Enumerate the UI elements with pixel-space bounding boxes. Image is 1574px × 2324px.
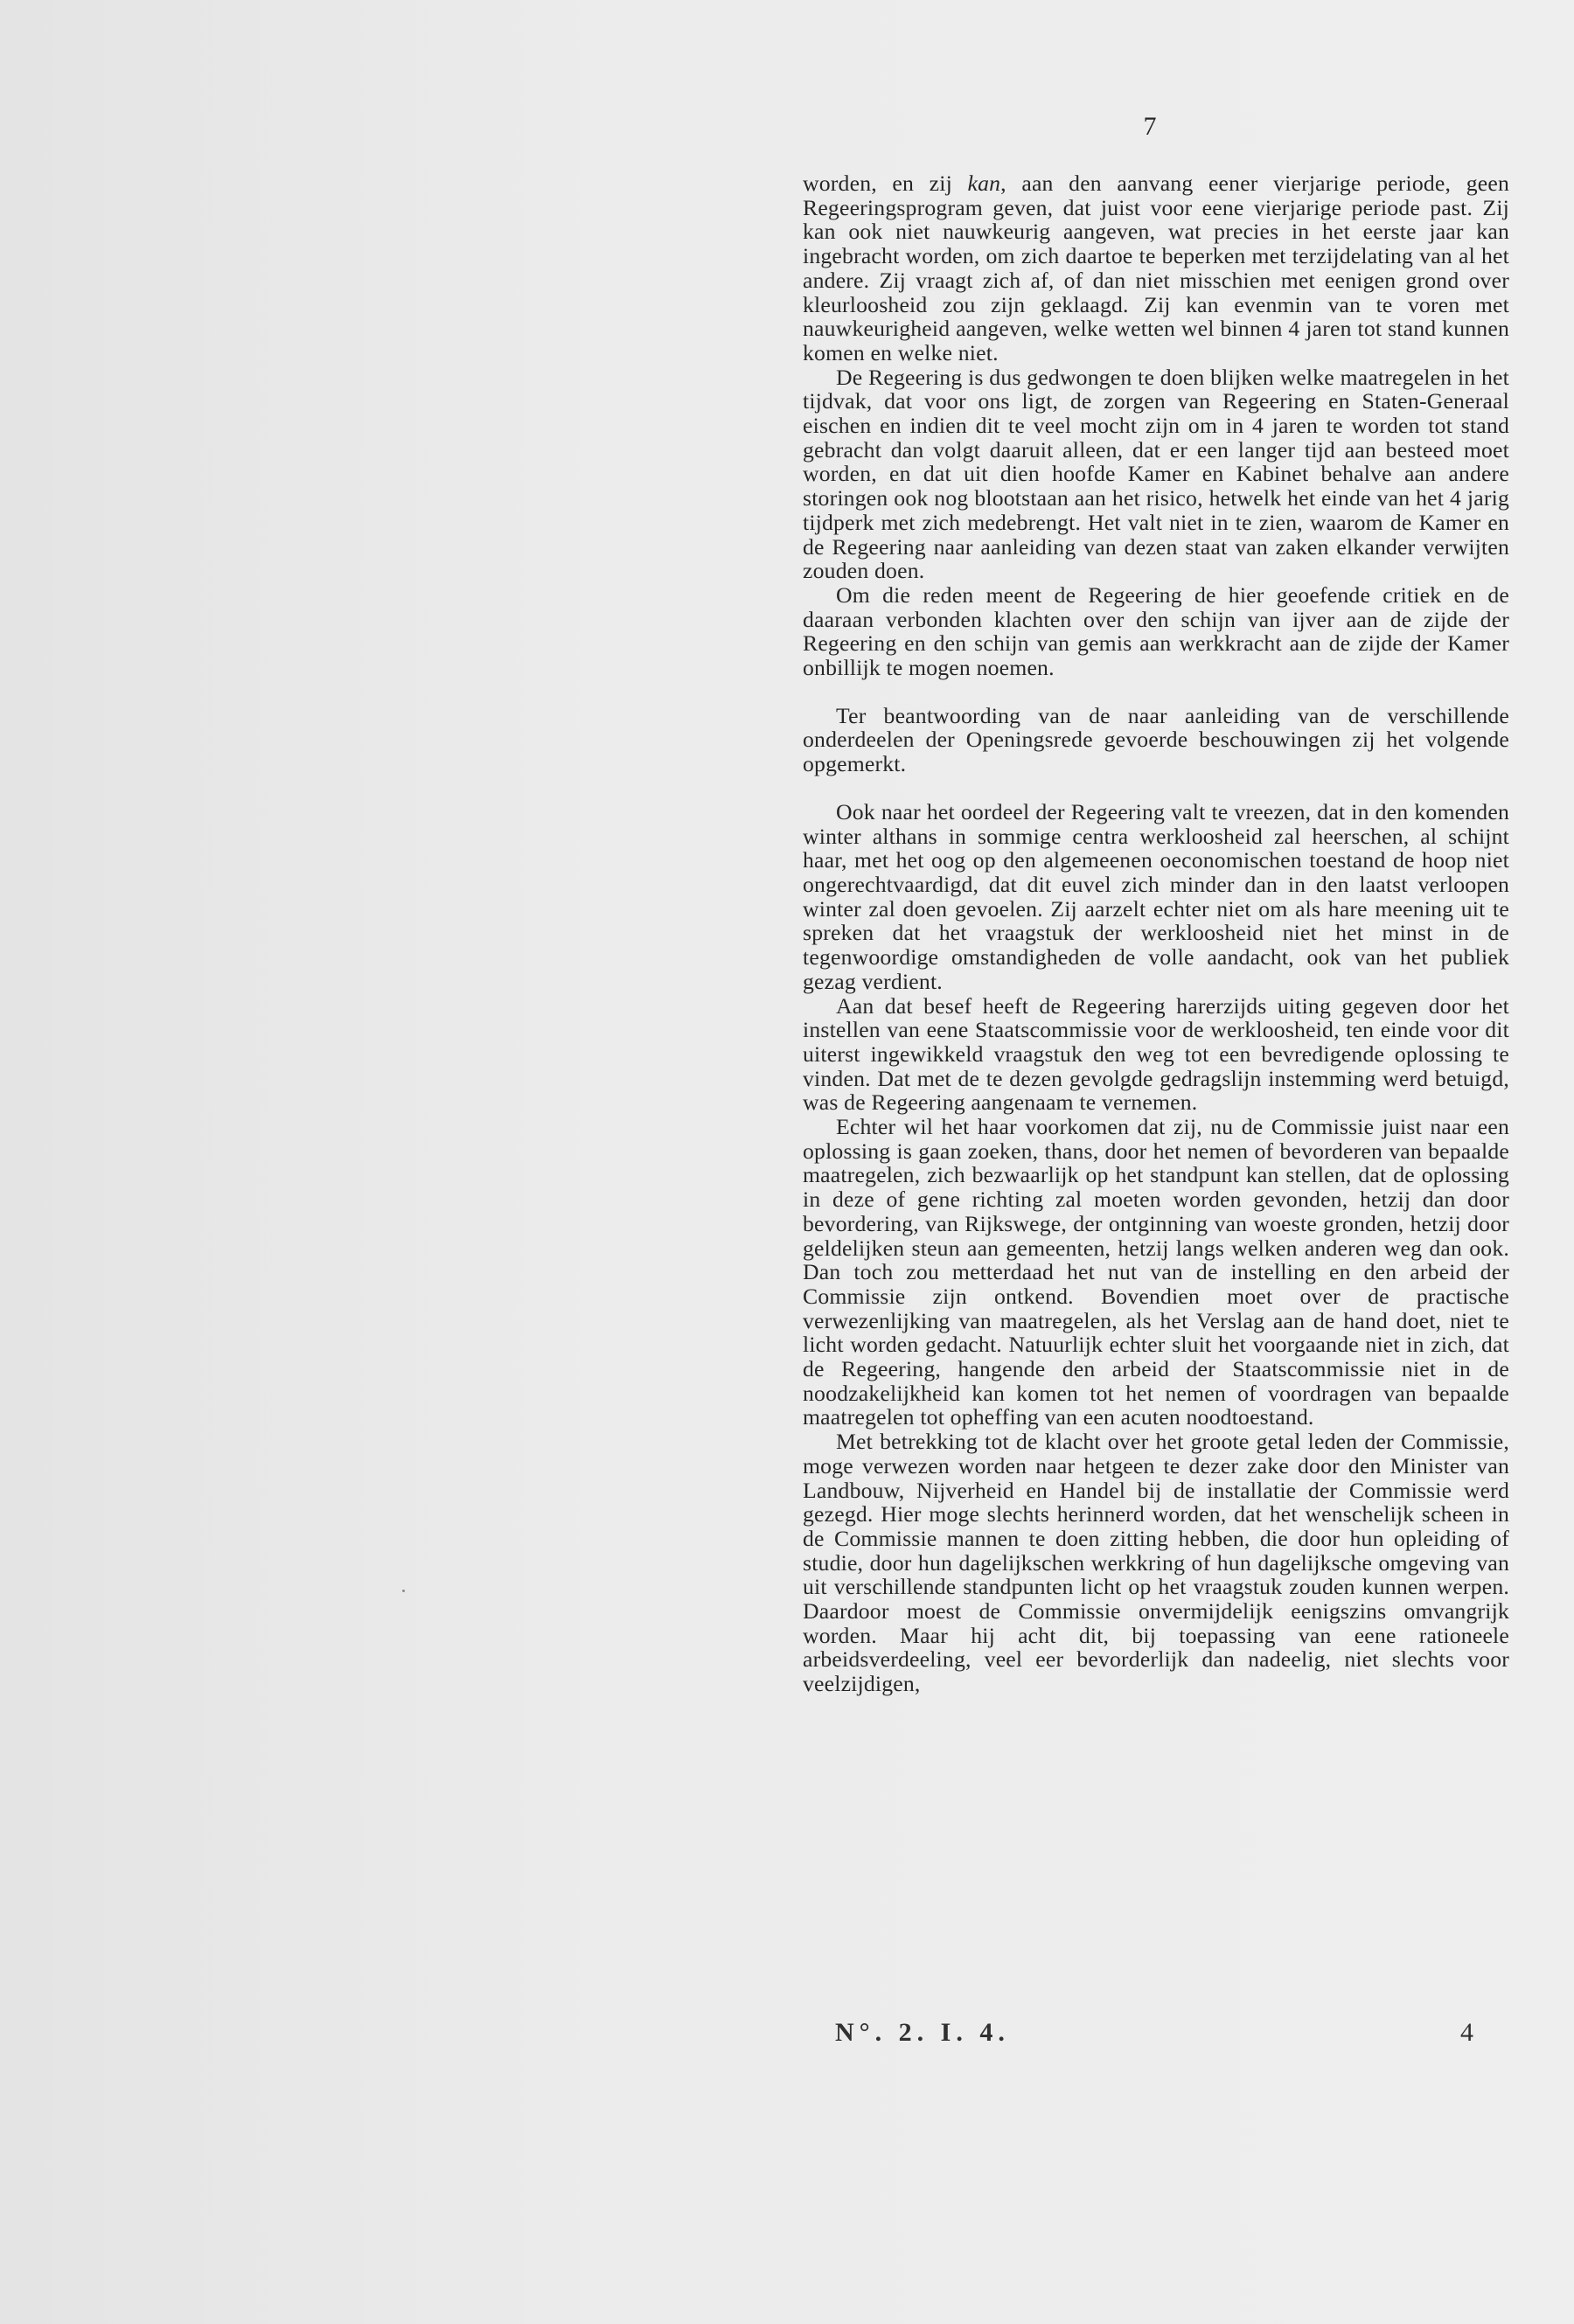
paragraph: Met betrekking tot de klacht over het groote getal leden der Commissie, moge verwezen worden naar hetgeen te dezer zake door den Minister van Landbouw, Nijverheid en Handel bij de installatie der Commissie werd gezegd. Hier moge slechts herinnerd worden, dat het wenschelijk scheen in de Commissie mannen te doen zitting hebben, die door hun opleiding of studie, door hun dagelijkschen werkkring of hun dagelijksche omgeving van uit verschillende standpunten licht op het vraagstuk zouden kunnen werpen. Daardoor moest de Commissie onvermijdelijk eenigszins omvangrijk worden. Maar hij acht dit, bij toepassing van eene rationeele arbeidsverdeeling, veel eer bevorderlijk dan nadeelig, niet slechts voor veelzijdigen, <box>803 1429 1509 1697</box>
paragraph: De Regeering is dus gedwongen te doen blijken welke maatregelen in het tijdvak, dat voor ons ligt, de zorgen van Regeering en Staten-Generaal eischen en indien dit te veel mocht zijn om in 4 jaren te worden tot stand gebracht dan volgt daaruit alleen, dat er een langer tijd aan besteed moet worden, en dat uit dien hoofde Kamer en Kabinet behalve aan andere storingen ook nog blootstaan aan het risico, hetwelk het einde van het 4 jarig tijdperk met zich medebrengt. Het valt niet in te zien, waarom de Kamer en de Regeering naar aanleiding van dezen staat van zaken elkander verwijten zouden doen. <box>803 364 1509 584</box>
paragraph-text: , aan den aanvang eener vierjarige periode, geen Regeeringsprogram geven, dat juist voor eene vierjarige periode past. Zij kan ook niet nauwkeurig aangeven, wat precies in het eerste jaar kan ingebracht worden, om zich daartoe te beperken met terzijdelating van al het andere. Zij vraagt zich af, of dan niet misschien met eenigen grond over kleurloosheid zou zijn geklaagd. Zij kan evenmin van te voren met nauwkeurigheid aangeven, welke wetten wel binnen 4 jaren tot stand kunnen komen en welke niet. <box>803 170 1509 365</box>
scan-speck <box>402 1590 405 1592</box>
footer-signature-mark: N°. 2. I. 4. <box>835 2018 1010 2047</box>
emphasized-word: kan <box>967 170 1001 196</box>
paragraph: Echter wil het haar voorkomen dat zij, nu de Commissie juist naar een oplossing is gaan zoeken, thans, door het nemen of bevorderen van bepaalde maatregelen, zich bezwaarlijk op het standpunt kan stellen, dat de oplossing in deze of gene richting zal moeten worden gevonden, hetzij dan door bevordering, van Rijkswege, der ontginning van woeste gronden, hetzij door geldelijken steun aan gemeenten, hetzij langs welken anderen weg dan ook. Dan toch zou metterdaad het nut van de instelling en den arbeid der Commissie zijn ontkend. Bovendien moet over de practische verwezenlijking van maatregelen, als het Verslag aan de hand doet, niet te licht worden gedacht. Natuurlijk echter sluit het voorgaande niet in zich, dat de Regeering, hangende den arbeid der Staatscommissie niet in de noodzakelijkheid kan komen tot het nemen of voordragen van bepaalde maatregelen tot opheffing van een acuten noodtoestand. <box>803 1114 1509 1430</box>
body-text-column <box>803 171 1509 1696</box>
paragraph: Om die reden meent de Regeering de hier geoefende critiek en de daaraan verbonden klachten over den schijn van ijver aan de zijde der Regeering en den schijn van gemis aan werkkracht aan de zijde der Kamer onbillijk te mogen noemen. <box>803 581 1509 681</box>
page-number: 7 <box>1143 112 1157 141</box>
paragraph: Ook naar het oordeel der Regeering valt te vreezen, dat in den komenden winter althans in sommige centra werkloosheid zal heerschen, al schijnt haar, met het oog op den algemeenen oeconomischen toestand de hoop niet ongerechtvaardigd, dat dit euvel zich minder dan in den laatst verloopen winter zal doen gevoelen. Zij aarzelt echter niet om als hare meening uit te spreken dat het vraagstuk der werkloosheid niet het minst in de tegenwoordige omstandigheden de volle aandacht, ook van het publiek gezag verdient. <box>803 798 1509 994</box>
paragraph: Aan dat besef heeft de Regeering harerzijds uiting gegeven door het instellen van eene Staatscommissie voor de werkloosheid, ten einde voor dit uiterst ingewikkeld vraagstuk den weg tot een bevredigende oplossing te vinden. Dat met de te dezen gevolgde gedragslijn instemming werd betuigd, was de Regeering aangenaam te vernemen. <box>803 992 1509 1116</box>
paragraph-continuation <box>803 171 1509 365</box>
paragraph-text: worden, en zij <box>803 170 968 196</box>
paragraph: Ter beantwoording van de naar aanleiding van de verschillende onderdeelen der Openingsrede gevoerde beschouwingen zij het volgende opgemerkt. <box>803 702 1509 777</box>
footer-sheet-number: 4 <box>1460 2018 1473 2047</box>
